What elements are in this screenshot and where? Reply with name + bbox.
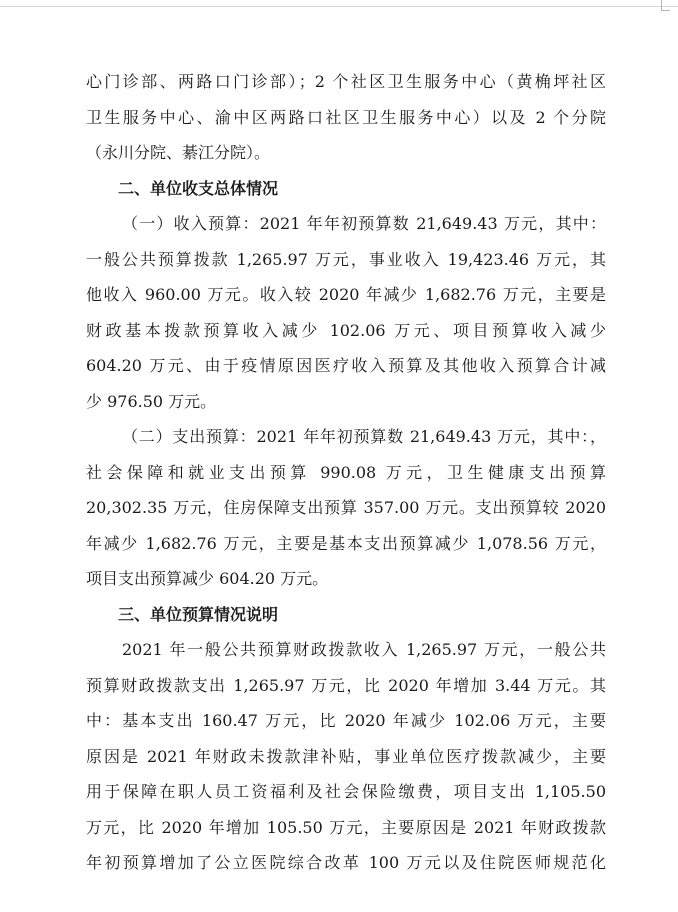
- paragraph-line: （二）支出预算：2021 年年初预算数 21,649.43 万元，其中：，: [122, 427, 606, 446]
- section-heading-budget-explanation: 三、单位预算情况说明: [118, 604, 279, 624]
- paragraph-line: 年减少 1,682.76 万元，主要是基本支出预算减少 1,078.56 万元，: [86, 533, 606, 553]
- paragraph-line: 心门诊部、两路口门诊部）；2 个社区卫生服务中心（黄桷坪社区: [86, 72, 606, 91]
- paragraph-line: 社会保障和就业支出预算 990.08 万元，卫生健康支出预算: [86, 462, 606, 482]
- document-body: [86, 64, 606, 881]
- paragraph-line: 他收入 960.00 万元。收入较 2020 年减少 1,682.76 万元，主要是: [86, 285, 606, 304]
- paragraph-line: 财政基本拨款预算收入减少 102.06 万元、项目预算收入减少: [86, 320, 606, 340]
- paragraph-line: 20,302.35 万元，住房保障支出预算 357.00 万元。支出预算较 2020: [86, 498, 606, 517]
- paragraph-line: 少 976.50 万元。: [86, 391, 217, 411]
- paragraph-line: 项目支出预算减少 604.20 万元。: [86, 569, 329, 588]
- paragraph-line: 用于保障在职人员工资福利及社会保险缴费，项目支出 1,105.50: [86, 782, 606, 801]
- paragraph-line: 中：基本支出 160.47 万元，比 2020 年减少 102.06 万元，主要: [86, 711, 606, 730]
- paragraph-line: （一）收入预算：2021 年年初预算数 21,649.43 万元，其中：: [122, 214, 606, 233]
- paragraph-line: 2021 年一般公共预算财政拨款收入 1,265.97 万元，一般公共: [122, 640, 606, 659]
- paragraph-line: 预算财政拨款支出 1,265.97 万元，比 2020 年增加 3.44 万元。其: [86, 675, 606, 695]
- paragraph-line: 604.20 万元、由于疫情原因医疗收入预算及其他收入预算合计减: [86, 356, 606, 375]
- paragraph-line: 年初预算增加了公立医院综合改革 100 万元以及住院医师规范化: [86, 853, 606, 872]
- section-heading-income-expenditure: 二、单位收支总体情况: [118, 178, 279, 198]
- paragraph-line: 万元，比 2020 年增加 105.50 万元，主要原因是 2021 年财政拨款: [86, 817, 606, 837]
- page-corner-mark: [661, 0, 670, 11]
- paragraph-line: （永川分院、綦江分院）。: [86, 143, 271, 162]
- paragraph-line: 原因是 2021 年财政未拨款津补贴，事业单位医疗拨款减少，主要: [86, 746, 606, 766]
- paragraph-line: 卫生服务中心、渝中区两路口社区卫生服务中心）以及 2 个分院: [86, 107, 606, 127]
- page-top-rule: [0, 0, 678, 7]
- paragraph-line: 一般公共预算拨款 1,265.97 万元，事业收入 19,423.46 万元，其: [86, 249, 606, 269]
